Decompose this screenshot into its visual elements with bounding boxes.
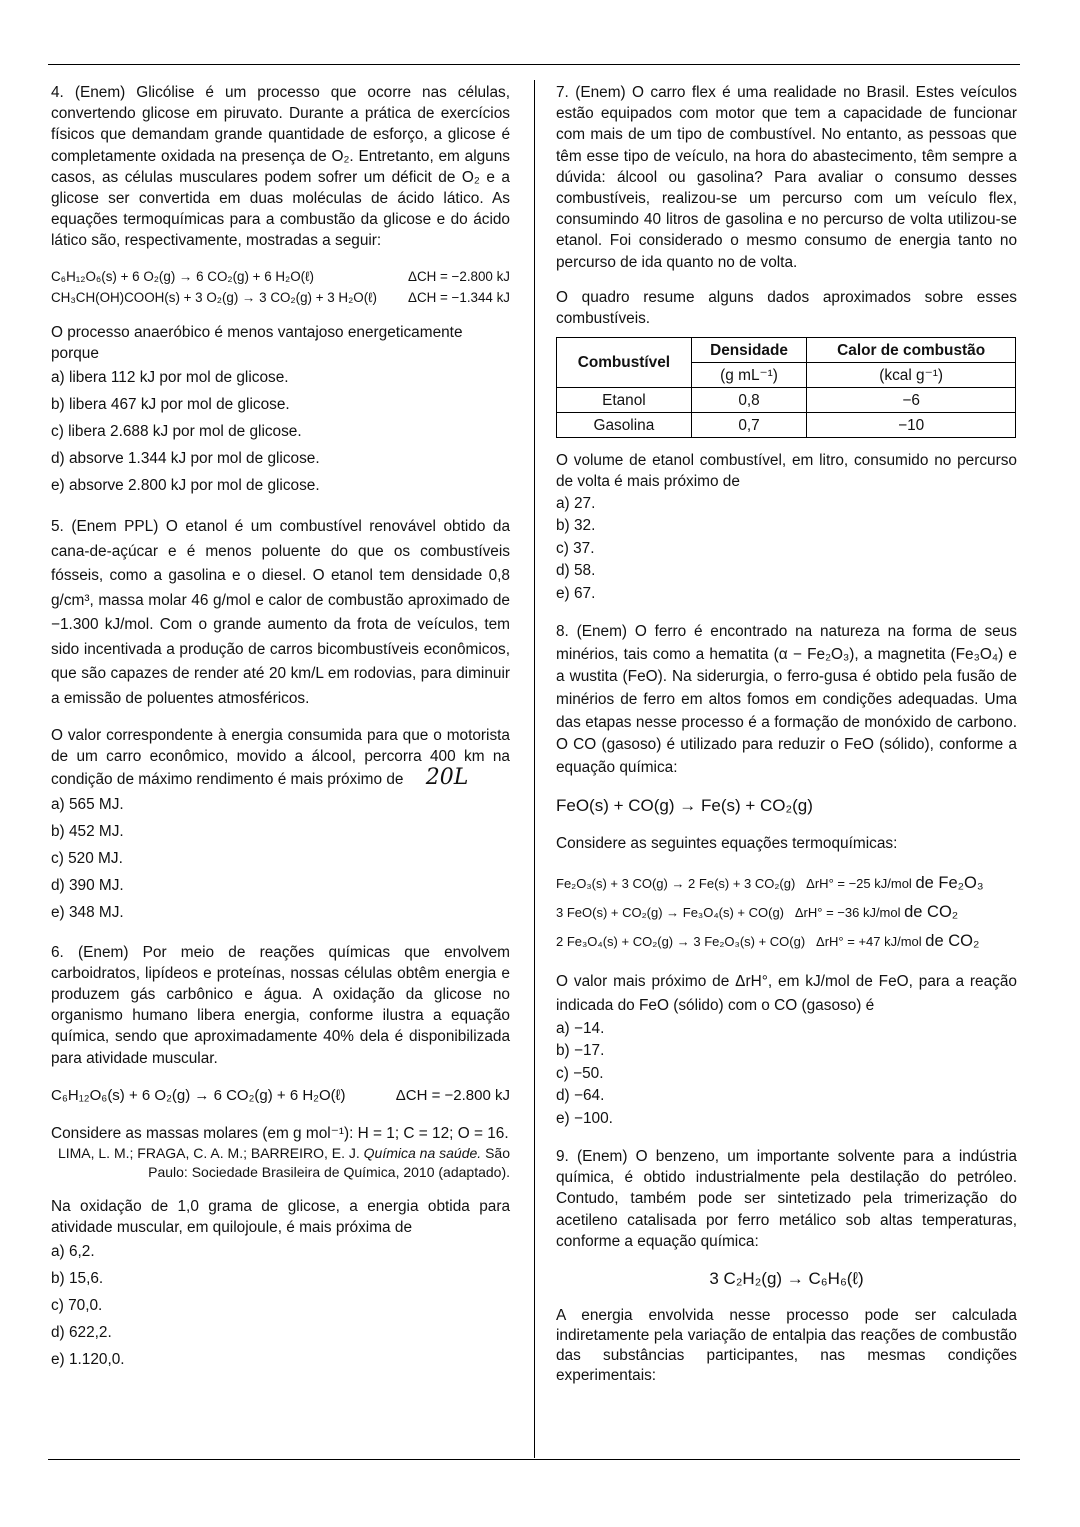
question-6	[51, 942, 510, 1374]
cell-fuel-name: Gasolina	[557, 413, 692, 438]
option-e[interactable]: e) 67.	[556, 584, 596, 602]
top-rule	[48, 64, 1020, 65]
question-8-equation: FeO(s) + CO(g) → Fe(s) + CO₂(g)	[556, 796, 813, 816]
question-8-consider: Considere as seguintes equações termoquímicas:	[556, 835, 898, 853]
thermo-equation: Fe₂O₃(s) + 3 CO(g) → 2 Fe(s) + 3 CO₂(g) ΔrH° = −25 kJ/mol de Fe₂O₃	[556, 873, 984, 892]
option-e[interactable]: e) −100.	[556, 1109, 613, 1127]
question-5-intro: 5. (Enem PPL) O etanol é um combustível renovável obtido da cana-de-açúcar e é menos poluente do que os combustíveis fósseis, como a gasolina e o diesel. O etanol tem densidade 0,8 g/cm³, massa molar 46 g/mol e calor de combustão aproximado de −1.300 kJ/mol. Com o grande aumento da frota de veículos, tem sido incentivada a produção de carros bicombustíveis econômicos, que são capazes de render até 20 km/L em rodovias, para diminuir a emissão de poluentes atmosféricos.	[51, 518, 511, 707]
question-4-equation-1: C₆H₁₂O₆(s) + 6 O₂(g) → 6 CO₂(g) + 6 H₂O(ℓ) ΔCH = −2.800 kJ	[51, 268, 510, 284]
header-density: Densidade	[691, 338, 806, 363]
cell-heat: −6	[807, 388, 1016, 413]
question-5-options	[51, 791, 510, 926]
option-c[interactable]: c) 37.	[556, 539, 595, 557]
question-6-molar-masses: Considere as massas molares (em g mol⁻¹): H = 1; C = 12; O = 16.	[51, 1124, 509, 1142]
question-6-heading: 6. (Enem)	[51, 943, 129, 961]
question-5	[51, 515, 510, 926]
question-7-table-intro: O quadro resume alguns dados aproximados sobre esses combustíveis.	[556, 288, 1017, 328]
option-b[interactable]: b) 452 MJ.	[51, 822, 124, 840]
question-9-heading: 9. (Enem)	[556, 1148, 628, 1165]
column-divider	[534, 80, 535, 1458]
question-9-equation: 3 C₂H₂(g) → C₆H₆(ℓ)	[709, 1269, 864, 1289]
question-8-options	[556, 1018, 1017, 1131]
question-9-intro: 9. (Enem) O benzeno, um importante solvente para a indústria química, é obtido industrialmente pela destilação do petróleo. Contudo, também pode ser sintetizado pela trimerização do acetileno catalisada por ferro metálico sob altas temperaturas, conforme a equação química:	[556, 1148, 1017, 1250]
option-e[interactable]: e) 1.120,0.	[51, 1351, 125, 1369]
table-row	[557, 413, 1016, 438]
question-4-stem: O processo anaeróbico é menos vantajoso energeticamente porque	[51, 323, 463, 362]
question-9-tail: A energia envolvida nesse processo pode ser calculada indiretamente pela variação de entalpia das reações de combustão das substâncias participantes, nas mesmas condições experimentais:	[556, 1307, 1017, 1385]
question-4-heading: 4. (Enem)	[51, 84, 126, 101]
option-a[interactable]: a) libera 112 kJ por mol de glicose.	[51, 369, 289, 387]
table-row	[557, 388, 1016, 413]
option-c[interactable]: c) 520 MJ.	[51, 849, 123, 867]
right-column	[556, 82, 1017, 1402]
question-7	[556, 82, 1017, 605]
question-8	[556, 621, 1017, 1130]
option-c[interactable]: c) −50.	[556, 1064, 604, 1082]
question-8-intro: 8. (Enem) O ferro é encontrado na natureza na forma de seus minérios, tais como a hematita (α − Fe₂O₃), a magnetita (Fe₃O₄) e a wustita (FeO). Na siderurgia, o ferro-gusa é obtido pela fusão de minérios de ferro em altos fomos em condições adequadas. Uma das etapas nesse processo é a formação de monóxido de carbono. O CO (gasoso) é utilizado para reduzir o FeO (sólido), conforme a equação química:	[556, 623, 1017, 776]
option-d[interactable]: d) 58.	[556, 562, 596, 580]
option-b[interactable]: b) libera 467 kJ por mol de glicose.	[51, 396, 290, 414]
option-d[interactable]: d) −64.	[556, 1087, 605, 1104]
cell-density: 0,7	[691, 413, 806, 438]
thermo-equation: 3 FeO(s) + CO₂(g) → Fe₃O₄(s) + CO(g) ΔrH° = −36 kJ/mol de CO₂	[556, 902, 959, 921]
question-6-intro: 6. (Enem) Por meio de reações químicas que envolvem carboidratos, lipídeos e proteínas, nossas células obtêm energia e produzem gás carbônico e água. A oxidação da glicose no organismo humano libera energia, conforme ilustra a equação química, sendo que aproximadamente 40% dela é disponibilizada para atividade muscular.	[51, 943, 510, 1067]
question-6-options	[51, 1238, 510, 1373]
question-6-stem: Na oxidação de 1,0 grama de glicose, a energia obtida para atividade muscular, em quilojoule, é mais próxima de	[51, 1198, 510, 1237]
option-a[interactable]: a) −14.	[556, 1019, 605, 1037]
option-e[interactable]: e) 348 MJ.	[51, 903, 124, 921]
header-fuel: Combustível	[557, 338, 692, 388]
option-a[interactable]: a) 6,2.	[51, 1243, 95, 1261]
question-9	[556, 1146, 1017, 1386]
question-8-stem: O valor mais próximo de ΔrH°, em kJ/mol de FeO, para a reação indicada do FeO (sólido) com o CO (gasoso) é	[556, 972, 1017, 1014]
option-d[interactable]: d) 390 MJ.	[51, 876, 124, 894]
option-a[interactable]: a) 27.	[556, 494, 596, 512]
question-7-heading: 7. (Enem)	[556, 84, 626, 101]
question-4-equation-2: CH₃CH(OH)COOH(s) + 3 O₂(g) → 3 CO₂(g) + 3 H₂O(ℓ) ΔCH = −1.344 kJ	[51, 289, 510, 305]
fuel-table	[556, 337, 1016, 438]
table-header-row	[557, 338, 1016, 363]
question-7-stem: O volume de etanol combustível, em litro, consumido no percurso de volta é mais próximo de	[556, 452, 1017, 491]
thermo-equation: 2 Fe₃O₄(s) + CO₂(g) → 3 Fe₂O₃(s) + CO(g) ΔrH° = +47 kJ/mol de CO₂	[556, 931, 980, 950]
question-4-options	[51, 364, 510, 499]
option-d[interactable]: d) absorve 1.344 kJ por mol de glicose.	[51, 450, 320, 468]
question-4-intro: 4. (Enem) Glicólise é um processo que ocorre nas células, convertendo glicose em piruvato. Durante a prática de exercícios físicos que demandam grande quantidade de esforço, a glicose é completamente oxidada na presença de O₂. Entretanto, em alguns casos, as células musculares podem sofrer um déficit de O₂ e a glicose ser convertida em duas moléculas de ácido lático. As equações termoquímicas para a combustão da glicose e do ácido lático são, respectivamente, mostradas a seguir:	[51, 84, 510, 250]
option-c[interactable]: c) 70,0.	[51, 1297, 103, 1315]
handwritten-note: 20L	[425, 765, 469, 791]
header-heat: Calor de combustão	[807, 338, 1016, 363]
option-b[interactable]: b) 32.	[556, 517, 596, 535]
question-5-heading: 5. (Enem PPL)	[51, 518, 159, 536]
heat-unit: (kcal g⁻¹)	[807, 363, 1016, 388]
option-b[interactable]: b) −17.	[556, 1042, 605, 1059]
question-8-heading: 8. (Enem)	[556, 623, 628, 641]
option-e[interactable]: e) absorve 2.800 kJ por mol de glicose.	[51, 477, 320, 495]
thermo-equations	[556, 869, 1017, 956]
option-a[interactable]: a) 565 MJ.	[51, 795, 124, 813]
option-d[interactable]: d) 622,2.	[51, 1324, 112, 1342]
cell-heat: −10	[807, 413, 1016, 438]
option-c[interactable]: c) libera 2.688 kJ por mol de glicose.	[51, 423, 302, 441]
question-7-options	[556, 493, 1017, 606]
question-5-stem: O valor correspondente à energia consumida para que o motorista de um carro econômico, movido a álcool, percorra 400 km na condição de máximo rendimento é mais próximo de 20L	[51, 727, 510, 791]
question-6-reference: LIMA, L. M.; FRAGA, C. A. M.; BARREIRO, E. J. Química na saúde. São Paulo: Sociedade Brasileira de Química, 2010 (adaptado).	[57, 1145, 510, 1181]
cell-fuel-name: Etanol	[557, 388, 692, 413]
question-4	[51, 82, 510, 499]
question-7-intro: 7. (Enem) O carro flex é uma realidade no Brasil. Estes veículos estão equipados com motor que tem a capacidade de funcionar com mais de um tipo de combustível. No entanto, as pessoas que têm esse tipo de veículo, na hora do abastecimento, têm sempre a dúvida: álcool ou gasolina? Para avaliar o consumo desses combustíveis, realizou-se um percurso com um veículo flex, consumindo 40 litros de gasolina e no percurso de volta utilizou-se etanol. Foi considerado o mesmo consumo de energia tanto no percurso de ida quanto no de volta.	[556, 84, 1017, 271]
bottom-rule	[48, 1459, 1020, 1460]
cell-density: 0,8	[691, 388, 806, 413]
density-unit: (g mL⁻¹)	[691, 363, 806, 388]
question-6-equation: C₆H₁₂O₆(s) + 6 O₂(g) → 6 CO₂(g) + 6 H₂O(ℓ) ΔCH = −2.800 kJ	[51, 1086, 510, 1104]
option-b[interactable]: b) 15,6.	[51, 1270, 104, 1288]
left-column	[51, 82, 510, 1389]
